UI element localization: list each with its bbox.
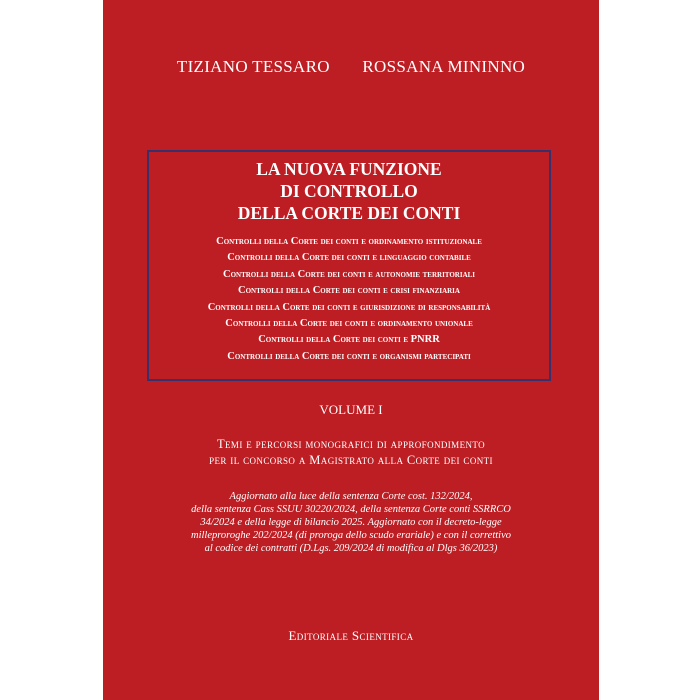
author-name: ROSSANA MININNO bbox=[362, 57, 526, 76]
title-line: DI CONTROLLO bbox=[280, 181, 418, 201]
note-line: al codice dei contratti (D.Lgs. 209/2024 di modifica al Dlgs 36/2023) bbox=[204, 543, 498, 554]
authors bbox=[103, 57, 599, 77]
title-line: DELLA CORTE DEI CONTI bbox=[237, 203, 461, 223]
title-line: LA NUOVA FUNZIONE bbox=[256, 159, 442, 179]
note-line: della sentenza Cass SSUU 30220/2024, della sentenza Corte conti SSRRCO bbox=[191, 504, 511, 515]
subtitle-line: Temi e percorsi monografici di approfondimento bbox=[216, 437, 486, 451]
topic-item: Controlli della Corte dei conti e PNRR bbox=[258, 334, 440, 346]
publisher-name: Editoriale Scientifica bbox=[288, 628, 414, 643]
volume-label: VOLUME I bbox=[319, 402, 383, 417]
book-title bbox=[149, 158, 549, 224]
title-frame bbox=[147, 150, 551, 381]
topic-item: Controlli della Corte dei conti e ordinamento unionale bbox=[225, 318, 473, 330]
note-line: milleproroghe 202/2024 (di proroga dello scudo erariale) e con il correttivo bbox=[190, 530, 511, 541]
update-note bbox=[103, 490, 599, 555]
subtitle-line: per il concorso a Magistrato alla Corte dei conti bbox=[209, 453, 493, 467]
book-cover bbox=[103, 0, 599, 700]
note-line: 34/2024 e della legge di bilancio 2025. Aggiornato con il decreto-legge bbox=[200, 517, 502, 528]
topics-list bbox=[149, 234, 549, 365]
topic-item: Controlli della Corte dei conti e linguaggio contabile bbox=[227, 252, 471, 264]
topic-item: Controlli della Corte dei conti e giurisdizione di responsabilità bbox=[207, 301, 491, 313]
topic-item: Controlli della Corte dei conti e autonomie territoriali bbox=[222, 268, 476, 280]
topic-item: Controlli della Corte dei conti e crisi finanziaria bbox=[238, 285, 460, 297]
author-name: TIZIANO TESSARO bbox=[176, 57, 330, 76]
topic-item: Controlli della Corte dei conti e ordinamento istituzionale bbox=[216, 236, 482, 247]
topic-item: Controlli della Corte dei conti e organismi partecipati bbox=[227, 350, 471, 362]
subtitle bbox=[103, 436, 599, 468]
note-line: Aggiornato alla luce della sentenza Corte cost. 132/2024, bbox=[229, 491, 473, 502]
